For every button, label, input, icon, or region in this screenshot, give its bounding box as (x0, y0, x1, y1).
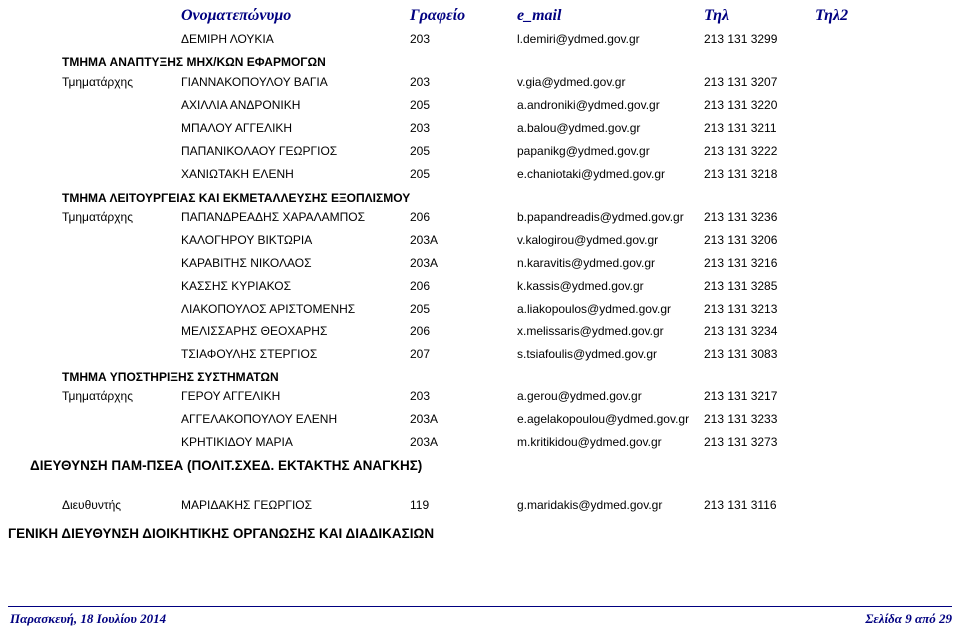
header-tel2: Τηλ2 (815, 7, 849, 24)
office: 203Α (410, 233, 439, 247)
tel: 213 131 3207 (704, 75, 778, 89)
footer-page-number: Σελίδα 9 από 29 (865, 611, 952, 626)
table-row (0, 345, 960, 363)
table-row (0, 208, 960, 226)
name: ΛΙΑΚΟΠΟΥΛΟΣ ΑΡΙΣΤΟΜΕΝΗΣ (181, 302, 356, 316)
email[interactable]: s.tsiafoulis@ydmed.gov.gr (517, 347, 658, 361)
table-row (0, 254, 960, 272)
office: 203Α (410, 435, 439, 449)
section-heading: ΤΜΗΜΑ ΑΝΑΠΤΥΞΗΣ ΜΗΧ/ΚΩΝ ΕΦΑΡΜΟΓΩΝ (62, 55, 326, 69)
email[interactable]: k.kassis@ydmed.gov.gr (517, 279, 644, 293)
name: ΓΙΑΝΝΑΚΟΠΟΥΛΟΥ ΒΑΓΙΑ (181, 75, 328, 89)
email[interactable]: papanikg@ydmed.gov.gr (517, 144, 650, 158)
email[interactable]: l.demiri@ydmed.gov.gr (517, 32, 640, 46)
tel: 213 131 3217 (704, 389, 778, 403)
footer-divider (8, 606, 952, 607)
header-email: e_mail (517, 7, 562, 24)
name: ΜΕΛΙΣΣΑΡΗΣ ΘΕΟΧΑΡΗΣ (181, 324, 328, 338)
tel: 213 131 3285 (704, 279, 778, 293)
name: ΑΧΙΛΛΙΑ ΑΝΔΡΟΝΙΚΗ (181, 98, 301, 112)
table-row (0, 142, 960, 160)
email[interactable]: a.liakopoulos@ydmed.gov.gr (517, 302, 672, 316)
office: 205 (410, 302, 431, 316)
office: 203 (410, 32, 431, 46)
section-heading: ΔΙΕΥΘΥΝΣΗ ΠΑΜ-ΠΣΕΑ (ΠΟΛΙΤ.ΣΧΕΔ. ΕΚΤΑΚΤΗΣ ΑΝΑΓΚΗΣ) (30, 458, 423, 473)
table-row (0, 119, 960, 137)
name: ΜΠΑΛΟΥ ΑΓΓΕΛΙΚΗ (181, 121, 293, 135)
header-name: Ονοματεπώνυμο (181, 7, 292, 24)
email[interactable]: v.gia@ydmed.gov.gr (517, 75, 626, 89)
role: Τμηματάρχης (62, 210, 133, 224)
tel: 213 131 3273 (704, 435, 778, 449)
table-row (0, 73, 960, 91)
footer-date: Παρασκευή, 18 Ιουλίου 2014 (10, 611, 167, 626)
email[interactable]: a.balou@ydmed.gov.gr (517, 121, 641, 135)
table-row (0, 277, 960, 295)
office: 203Α (410, 412, 439, 426)
table-row (0, 96, 960, 114)
email[interactable]: e.chaniotaki@ydmed.gov.gr (517, 167, 666, 181)
name: ΚΑΛΟΓΗΡΟΥ ΒΙΚΤΩΡΙΑ (181, 233, 313, 247)
name: ΠΑΠΑΝΔΡΕΑΔΗΣ ΧΑΡΑΛΑΜΠΟΣ (181, 210, 366, 224)
tel: 213 131 3216 (704, 256, 778, 270)
name: ΚΑΣΣΗΣ ΚΥΡΙΑΚΟΣ (181, 279, 291, 293)
table-row (0, 433, 960, 451)
name: ΠΑΠΑΝΙΚΟΛΑΟΥ ΓΕΩΡΓΙΟΣ (181, 144, 338, 158)
table-row (0, 496, 960, 514)
email[interactable]: v.kalogirou@ydmed.gov.gr (517, 233, 659, 247)
office: 203Α (410, 256, 439, 270)
tel: 213 131 3236 (704, 210, 778, 224)
email[interactable]: g.maridakis@ydmed.gov.gr (517, 498, 663, 512)
header-office: Γραφείο (410, 7, 466, 24)
email[interactable]: x.melissaris@ydmed.gov.gr (517, 324, 664, 338)
office: 203 (410, 389, 431, 403)
table-row (0, 300, 960, 318)
tel: 213 131 3211 (704, 121, 777, 135)
table-row (0, 410, 960, 428)
name: ΧΑΝΙΩΤΑΚΗ ΕΛΕΝΗ (181, 167, 294, 181)
name: ΓΕΡΟΥ ΑΓΓΕΛΙΚΗ (181, 389, 281, 403)
office: 206 (410, 210, 431, 224)
office: 205 (410, 167, 431, 181)
role: Τμηματάρχης (62, 75, 133, 89)
tel: 213 131 3299 (704, 32, 778, 46)
section-heading: ΓΕΝΙΚΗ ΔΙΕΥΘΥΝΣΗ ΔΙΟΙΚΗΤΙΚΗΣ ΟΡΓΑΝΩΣΗΣ ΚΑΙ ΔΙΑΔΙΚΑΣΙΩΝ (8, 526, 435, 541)
table-row (0, 231, 960, 249)
tel: 213 131 3233 (704, 412, 778, 426)
email[interactable]: b.papandreadis@ydmed.gov.gr (517, 210, 684, 224)
office: 119 (410, 498, 430, 512)
tel: 213 131 3220 (704, 98, 778, 112)
section-heading: ΤΜΗΜΑ ΥΠΟΣΤΗΡΙΞΗΣ ΣΥΣΤΗΜΑΤΩΝ (62, 370, 279, 384)
table-row (0, 30, 960, 48)
role: Τμηματάρχης (62, 389, 133, 403)
name: ΤΣΙΑΦΟΥΛΗΣ ΣΤΕΡΓΙΟΣ (181, 347, 318, 361)
office: 203 (410, 75, 431, 89)
tel: 213 131 3222 (704, 144, 778, 158)
email[interactable]: e.agelakopoulou@ydmed.gov.gr (517, 412, 690, 426)
table-row (0, 165, 960, 183)
tel: 213 131 3116 (704, 498, 777, 512)
tel: 213 131 3218 (704, 167, 778, 181)
header-tel: Τηλ (704, 7, 730, 24)
table-row (0, 387, 960, 405)
role: Διευθυντής (62, 498, 122, 512)
office: 203 (410, 121, 431, 135)
name: ΑΓΓΕΛΑΚΟΠΟΥΛΟΥ ΕΛΕΝΗ (181, 412, 338, 426)
office: 206 (410, 279, 431, 293)
section-heading: ΤΜΗΜΑ ΛΕΙΤΟΥΡΓΕΙΑΣ ΚΑΙ ΕΚΜΕΤΑΛΛΕΥΣΗΣ ΕΞΟΠΛΙΣΜΟΥ (62, 191, 411, 205)
name: ΜΑΡΙΔΑΚΗΣ ΓΕΩΡΓΙΟΣ (181, 498, 313, 512)
name: ΔΕΜΙΡΗ ΛΟΥΚΙΑ (181, 32, 274, 46)
office: 205 (410, 98, 431, 112)
name: ΚΡΗΤΙΚΙΔΟΥ ΜΑΡΙΑ (181, 435, 293, 449)
email[interactable]: a.gerou@ydmed.gov.gr (517, 389, 642, 403)
office: 206 (410, 324, 431, 338)
name: ΚΑΡΑΒΙΤΗΣ ΝΙΚΟΛΑΟΣ (181, 256, 312, 270)
office: 205 (410, 144, 431, 158)
email[interactable]: n.karavitis@ydmed.gov.gr (517, 256, 656, 270)
email[interactable]: m.kritikidou@ydmed.gov.gr (517, 435, 662, 449)
email[interactable]: a.androniki@ydmed.gov.gr (517, 98, 660, 112)
tel: 213 131 3234 (704, 324, 778, 338)
tel: 213 131 3206 (704, 233, 778, 247)
tel: 213 131 3213 (704, 302, 778, 316)
office: 207 (410, 347, 431, 361)
tel: 213 131 3083 (704, 347, 778, 361)
table-row (0, 322, 960, 340)
